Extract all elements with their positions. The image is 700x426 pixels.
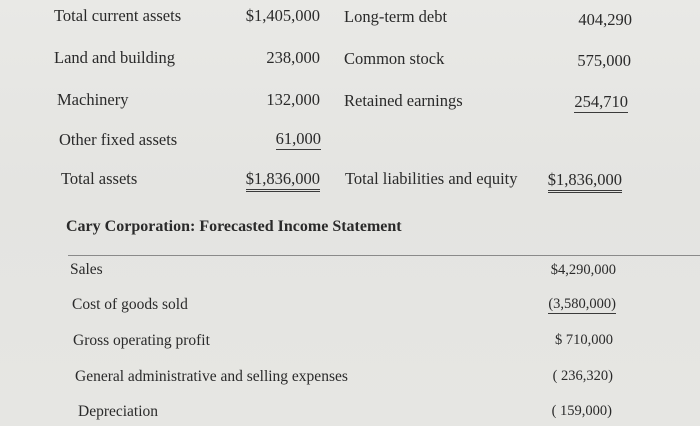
income-statement-title: Cary Corporation: Forecasted Income Statement (66, 218, 402, 235)
bs-right-label: Common stock (344, 49, 445, 68)
bs-right-value: 404,290 (578, 10, 632, 29)
bs-right-label: Long-term debt (344, 7, 448, 26)
is-row-value: ( 159,000) (551, 403, 612, 419)
bs-left-value: $1,836,000 (246, 171, 320, 192)
is-row-label: General administrative and selling expenses (75, 368, 348, 385)
bs-left-value: $1,405,000 (245, 6, 320, 25)
bs-right-value: 254,710 (574, 92, 628, 111)
bs-left-label: Machinery (57, 90, 129, 109)
bs-left-value: 132,000 (266, 90, 320, 109)
bs-right-value: 575,000 (577, 51, 631, 70)
bs-left-label: Other fixed assets (59, 130, 178, 149)
is-row-value: (3,580,000) (548, 296, 616, 312)
bs-right-label: Total liabilities and equity (345, 169, 518, 188)
is-row-label: Depreciation (78, 403, 159, 420)
bs-left-label: Total assets (61, 169, 138, 188)
bs-right-value: $1,836,000 (548, 172, 622, 193)
bs-left-label: Land and building (54, 48, 175, 67)
bs-left-label: Total current assets (54, 6, 182, 25)
table-header-rule (68, 255, 700, 256)
is-row-label: Cost of goods sold (72, 296, 188, 313)
is-row-label: Gross operating profit (73, 332, 210, 349)
bs-left-value: 61,000 (275, 129, 321, 148)
bs-right-label: Retained earnings (344, 91, 463, 110)
bs-left-value: 238,000 (266, 48, 320, 67)
is-row-label: Sales (70, 261, 103, 278)
is-row-value: ( 236,320) (552, 368, 613, 384)
is-row-value: $ 710,000 (555, 332, 613, 348)
is-row-value: $4,290,000 (550, 262, 616, 278)
